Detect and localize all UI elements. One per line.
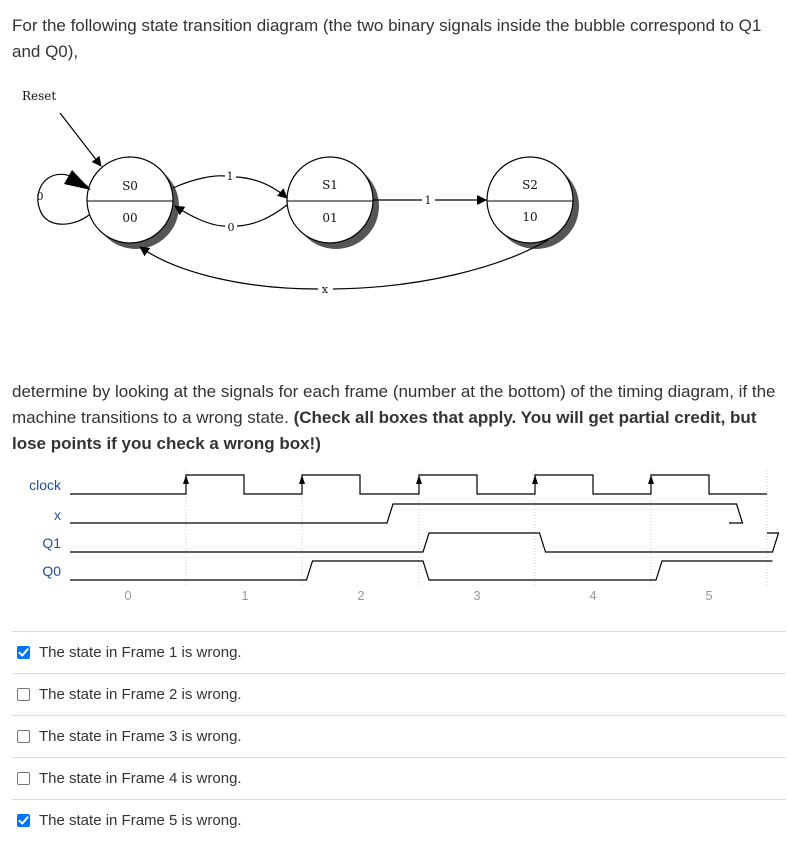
clock-edge-arrow [648,475,654,484]
choice-frame-4[interactable] [12,757,786,799]
checkbox-frame-4[interactable] [17,772,30,785]
checkbox-frame-5[interactable] [17,814,30,827]
choice-frame-1[interactable] [12,631,786,673]
state-s2-name: S2 [522,178,538,192]
choice-label: The state in Frame 1 is wrong. [39,644,242,661]
frame-number: 5 [705,588,713,603]
state-transition-diagram [0,85,791,315]
checkbox-frame-3[interactable] [17,730,30,743]
frame-number: 2 [357,588,365,603]
question-instructions [12,379,784,457]
choice-frame-3[interactable] [12,715,786,757]
frame-number: 0 [124,588,132,603]
choice-frame-5[interactable] [12,799,786,841]
checkmark-icon [18,647,29,658]
state-s0-name: S0 [122,179,138,193]
transition-s0-self-label: 0 [36,190,44,203]
choice-frame-2[interactable] [12,673,786,715]
clock-edge-arrow [532,475,538,484]
state-s1 [287,157,379,249]
choice-label: The state in Frame 3 is wrong. [39,728,242,745]
state-s0-code: 00 [122,211,138,225]
transition-s1-s0 [175,205,287,234]
choice-label: The state in Frame 5 is wrong. [39,812,242,829]
transition-s0-s1 [173,170,287,198]
frame-number: 1 [241,588,249,603]
instructions-bold: (Check all boxes that apply. You will get partial credit, but lose points if you check a wrong box!) [12,408,757,453]
signal-label-q1: Q1 [42,535,61,551]
signal-label-clock: clock [29,477,61,493]
transition-s0-self [37,170,92,224]
transition-s1-s2 [373,194,486,207]
checkmark-icon [18,815,29,826]
signal-label-q0: Q0 [42,563,61,579]
state-s1-name: S1 [322,178,338,192]
transition-s2-s0-label: x [321,283,329,296]
transition-s0-s1-label: 1 [226,170,234,183]
answer-choices [12,631,786,841]
checkbox-frame-1[interactable] [17,646,30,659]
state-s2 [487,157,579,249]
x-waveform [70,504,743,523]
q0-waveform [70,561,773,580]
state-s0 [87,157,179,249]
transition-s2-s0 [140,240,548,296]
signal-label-x: x [54,507,61,523]
frame-number: 3 [473,588,481,603]
q1-waveform [70,533,779,552]
frame-number: 4 [589,588,597,603]
clock-edge-arrow [416,475,422,484]
state-s2-code: 10 [522,210,538,224]
transition-s1-s0-label: 0 [227,221,235,234]
state-s1-code: 01 [322,211,338,225]
clock-edge-arrow [183,475,189,484]
timing-diagram [0,462,791,612]
question-intro: For the following state transition diagram (the two binary signals inside the bubble correspond to Q1 and Q0), [12,16,762,61]
instructions-plain: determine by looking at the signals for each frame (number at the bottom) of the timing diagram, if the machine transitions to a wrong state. [12,382,776,427]
transition-s1-s2-label: 1 [424,194,432,207]
reset-label: Reset [22,89,57,103]
reset-arrow [60,113,101,166]
checkbox-frame-2[interactable] [17,688,30,701]
choice-label: The state in Frame 2 is wrong. [39,686,242,703]
choice-label: The state in Frame 4 is wrong. [39,770,242,787]
clock-edge-arrow [299,475,305,484]
